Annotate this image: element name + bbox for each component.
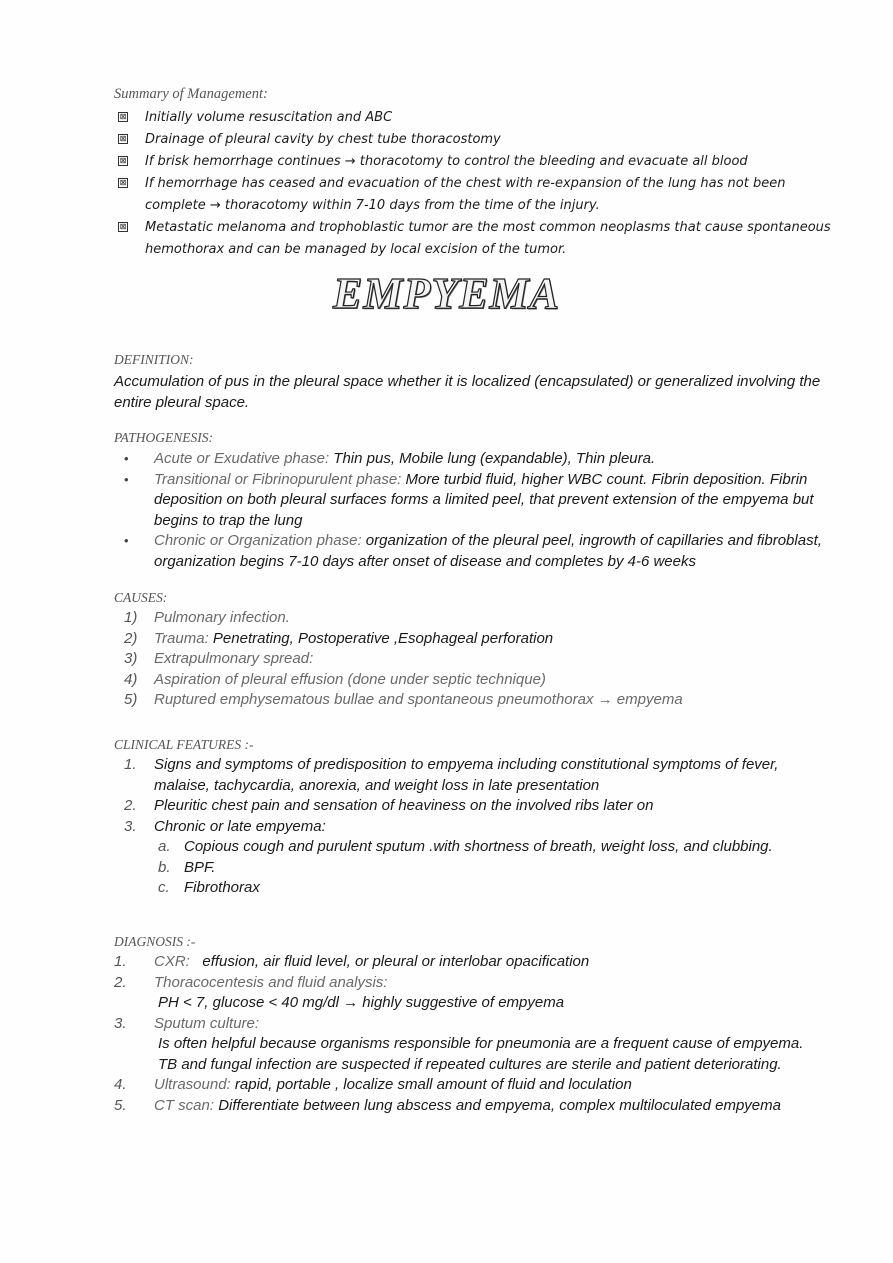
checkbox-icon: ⊠: [119, 112, 127, 121]
list-item: • Transitional or Fibrinopurulent phase: More turbid fluid, higher WBC count. Fibrin deposition. Fibrin deposition on both pleural surfaces forms a limited peel, that prevent extension of the empyema but begins to trap the lung: [124, 470, 814, 529]
list-item: b. BPF.: [158, 858, 216, 876]
list-item: 5) Ruptured emphysematous bullae and spontaneous pneumothorax → empyema: [124, 691, 683, 708]
list-item: 3) Extrapulmonary spread:: [124, 650, 314, 667]
clinical-heading: CLINICAL FEATURES :-: [114, 737, 254, 752]
definition-text: Accumulation of pus in the pleural space whether it is localized (encapsulated) or generalized involving the entire pleural space.: [114, 373, 821, 411]
causes-section: [114, 590, 834, 711]
list-item: ⊠ Metastatic melanoma and trophoblastic tumor are the most common neoplasms that cause spontaneous hemothorax and can be managed by local excision of the tumor.: [119, 220, 831, 257]
list-item: • Acute or Exudative phase: Thin pus, Mobile lung (expandable), Thin pleura.: [124, 450, 656, 467]
diagnosis-heading: DIAGNOSIS :-: [114, 934, 196, 949]
clinical-sublist: [154, 837, 834, 899]
clinical-list: [114, 755, 834, 899]
pathogenesis-heading: PATHOGENESIS:: [114, 430, 213, 445]
pathogenesis-list: [114, 449, 834, 572]
list-item: 2. Thoracocentesis and fluid analysis: PH < 7, glucose < 40 mg/dl → highly suggestive of empyema: [114, 973, 565, 1011]
checkbox-icon: ⊠: [119, 222, 127, 231]
list-item: 1. CXR: effusion, air fluid level, or pleural or interlobar opacification: [114, 953, 590, 970]
checkbox-icon: ⊠: [119, 178, 127, 187]
diagnosis-list: [114, 952, 834, 1116]
checkbox-icon: ⊠: [119, 134, 127, 143]
page-title: EMPYEMA: [332, 269, 561, 318]
list-item: 5. CT scan: Differentiate between lung abscess and empyema, complex multiloculated empyema: [114, 1096, 781, 1114]
list-item: ⊠ Drainage of pleural cavity by chest tube thoracostomy: [119, 132, 501, 147]
list-item: c. Fibrothorax: [158, 879, 260, 896]
pathogenesis-section: [114, 430, 834, 572]
list-item: 1) Pulmonary infection.: [124, 609, 290, 626]
list-item: • Chronic or Organization phase: organization of the pleural peel, ingrowth of capillaries and fibroblast, organization begins 7-10 days after onset of disease and completes by 4-6 weeks: [124, 532, 822, 570]
causes-heading: CAUSES:: [114, 590, 168, 605]
list-item: a. Copious cough and purulent sputum .with shortness of breath, weight loss, and clubbing.: [158, 838, 773, 855]
list-item: 2. Pleuritic chest pain and sensation of heaviness on the involved ribs later on: [124, 797, 654, 814]
list-item: 4) Aspiration of pleural effusion (done under septic technique): [124, 670, 546, 688]
diagnosis-section: [114, 934, 834, 1116]
list-item: 3. Chronic or late empyema: a. Copious cough and purulent sputum .with shortness of breath, weight loss, and clubbing. b. BPF. c. Fibrothorax: [114, 817, 834, 899]
list-item: 3. Sputum culture: Is often helpful because organisms responsible for pneumonia are a frequent cause of empyema. TB and fungal infection are suspected if repeated cultures are sterile and patient deteriorating.: [114, 1014, 804, 1073]
list-item: ⊠ If brisk hemorrhage continues → thoracotomy to control the bleeding and evacuate all blood: [119, 154, 748, 169]
summary-list: [118, 107, 838, 261]
list-item: ⊠ If hemorrhage has ceased and evacuation of the chest with re-expansion of the lung has not been complete → thoracotomy within 7-10 days from the time of the injury.: [119, 176, 786, 213]
definition-section: [114, 352, 834, 413]
causes-list: [114, 608, 834, 711]
summary-heading: Summary of Management:: [114, 86, 268, 102]
checkbox-icon: ⊠: [119, 156, 127, 165]
list-item: ⊠ Initially volume resuscitation and ABC: [119, 110, 393, 125]
clinical-section: [114, 737, 834, 899]
definition-heading: DEFINITION:: [114, 352, 194, 367]
list-item: 2) Trauma: Penetrating, Postoperative ,Esophageal perforation: [124, 629, 554, 647]
list-item: 4. Ultrasound: rapid, portable , localize small amount of fluid and loculation: [114, 1076, 632, 1093]
list-item: 1. Signs and symptoms of predisposition to empyema including constitutional symptoms of fever, malaise, tachycardia, anorexia, and weight loss in late presentation: [124, 756, 779, 794]
